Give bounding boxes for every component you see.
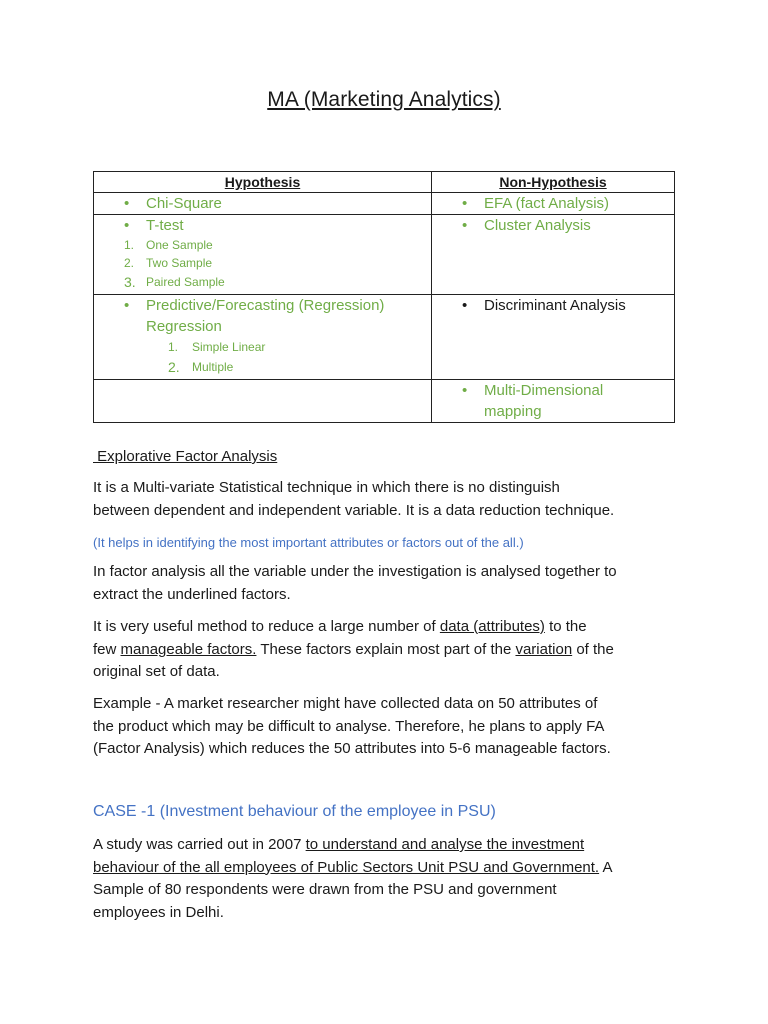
table-row: [94, 295, 675, 380]
list-item: • Discriminant Analysis: [432, 295, 674, 316]
case-heading: CASE -1 (Investment behaviour of the employee in PSU): [93, 803, 496, 820]
sub-list-item: 2. Two Sample: [124, 256, 213, 270]
paragraph-reduction: It is very useful method to reduce a large number of data (attributes) to the few manageable factors. These factors explain most part of the variation of the original set of data.: [93, 618, 614, 680]
table-row: [94, 380, 675, 423]
table-row: [94, 215, 675, 295]
sub-list-item: 3. Paired Sample: [124, 274, 225, 290]
sub-list-item: 1. One Sample: [124, 238, 213, 252]
table-cell: [94, 215, 432, 295]
table-cell: [94, 295, 432, 380]
list-item: • Multi-Dimensional mapping: [432, 380, 674, 422]
header-hypothesis: Hypothesis: [94, 172, 432, 193]
table-cell: [432, 380, 675, 423]
sub-list-item: 2. Multiple: [168, 359, 234, 375]
note-text: (It helps in identifying the most important attributes or factors out of the all.): [93, 535, 524, 550]
table-cell: [94, 193, 432, 215]
paragraph-analysis: In factor analysis all the variable under the investigation is analysed together to extract the underlined factors.: [93, 563, 617, 603]
section-heading-efa: Explorative Factor Analysis: [93, 448, 278, 465]
table-cell: [432, 193, 675, 215]
paragraph-case-study: A study was carried out in 2007 to understand and analyse the investment behaviour of the all employees of Public Sectors Unit PSU and Government. A Sample of 80 respondents were drawn from the PSU and government employees in Delhi.: [93, 836, 613, 921]
paragraph-example: Example - A market researcher might have collected data on 50 attributes of the product which may be difficult to analyse. Therefore, he plans to apply FA (Factor Analysis) which reduces the 50 attributes into 5-6 manageable factors.: [93, 695, 611, 757]
table-cell-empty: [94, 380, 432, 423]
list-item: • Cluster Analysis: [432, 215, 674, 236]
list-item: • Predictive/Forecasting (Regression) Regression: [94, 295, 431, 337]
header-non-hypothesis: Non-Hypothesis: [432, 172, 675, 193]
paragraph-definition: It is a Multi-variate Statistical technique in which there is no distinguish between dependent and independent variable. It is a data reduction technique.: [93, 479, 615, 519]
list-item: • Chi-Square: [94, 193, 431, 214]
table-cell: [432, 295, 675, 380]
table-header-row: [94, 172, 675, 193]
sub-list-item: 1. Simple Linear: [168, 340, 266, 354]
list-item: • EFA (fact Analysis): [432, 193, 674, 214]
table-row: [94, 193, 675, 215]
table-cell: [432, 215, 675, 295]
page-title: MA (Marketing Analytics): [267, 88, 501, 111]
list-item: • T-test: [94, 215, 431, 236]
methods-table: [93, 171, 675, 423]
